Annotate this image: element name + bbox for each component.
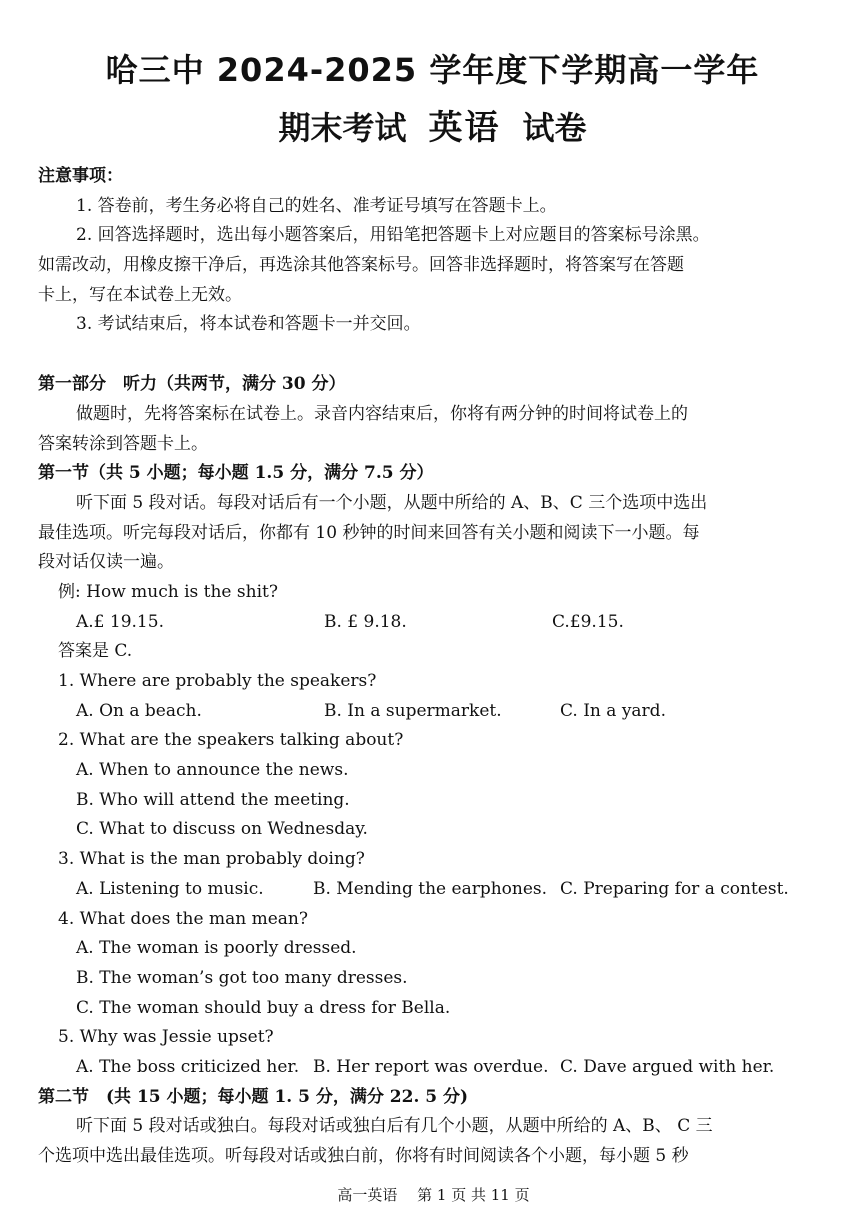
option: B. In a supermarket.: [324, 700, 502, 721]
example-answer: 答案是 C.: [58, 641, 133, 662]
exam-title-line2: [38, 106, 827, 150]
option: A. When to announce the news.: [76, 760, 349, 781]
notice-item-continued: 如需改动，用橡皮擦干净后，再选涂其他答案标号。回答非选择题时，将答案写在答题: [38, 255, 684, 276]
section2-heading: 第二节 (共 15 小题；每小题 1. 5 分，满分 22. 5 分): [38, 1086, 469, 1107]
section1-intro: 听下面 5 段对话。每段对话后有一个小题，从题中所给的 A、B、C 三个选项中选出: [76, 492, 708, 513]
option: B. Mending the earphones.: [313, 878, 548, 899]
option: B. £ 9.18.: [324, 611, 407, 632]
notice-item: 2. 回答选择题时，选出每小题答案后，用铅笔把答题卡上对应题目的答案标号涂黑。: [76, 225, 710, 246]
option: C. Preparing for a contest.: [560, 878, 789, 899]
example-options: [38, 608, 827, 638]
notice-item-continued: 卡上，写在本试卷上无效。: [38, 284, 242, 305]
example-question: 例: How much is the shit?: [58, 581, 278, 602]
option: B. The woman’s got too many dresses.: [76, 967, 408, 988]
option: B. Her report was overdue.: [313, 1056, 549, 1077]
option: A. On a beach.: [76, 700, 202, 721]
question-2: 2. What are the speakers talking about?: [58, 730, 404, 751]
title-exam-type: 期末考试: [278, 109, 407, 147]
title-subject: 英语: [428, 108, 501, 148]
option: A. The woman is poorly dressed.: [76, 938, 357, 959]
page-footer: 高一英语 第 1 页 共 11 页: [337, 1186, 530, 1204]
section1-intro: 最佳选项。听完每段对话后，你都有 10 秒钟的时间来回答有关小题和阅读下一小题。每: [38, 522, 700, 543]
option: C. Dave argued with her.: [560, 1056, 775, 1077]
question-4: 4. What does the man mean?: [58, 908, 308, 929]
notice-heading: 注意事项：: [38, 166, 123, 186]
option: C. The woman should buy a dress for Bella.: [76, 997, 451, 1018]
section2-intro: 个选项中选出最佳选项。听每段对话或独白前，你将有时间阅读各个小题，每小题 5 秒: [38, 1146, 689, 1166]
part1-heading: 第一部分 听力（共两节，满分 30 分）: [38, 374, 346, 395]
question-1-options: [38, 697, 827, 727]
section2-intro: 听下面 5 段对话或独白。每段对话或独白后有几个小题，从题中所给的 A、B、 C 三: [76, 1116, 713, 1137]
section1-heading: 第一节（共 5 小题；每小题 1.5 分，满分 7.5 分）: [38, 463, 434, 484]
option: C.£9.15.: [552, 611, 624, 632]
part1-intro: 做题时，先将答案标在试卷上。录音内容结束后，你将有两分钟的时间将试卷上的: [76, 403, 688, 424]
section1-intro: 段对话仅读一遍。: [38, 552, 174, 573]
option: A. Listening to music.: [76, 878, 264, 899]
option: A.£ 19.15.: [76, 611, 164, 632]
exam-title-line1: 哈三中 2024-2025 学年度下学期高一学年: [105, 51, 760, 89]
notice-item: 1. 答卷前，考生务必将自己的姓名、准考证号填写在答题卡上。: [76, 195, 557, 216]
option: C. In a yard.: [560, 700, 666, 721]
question-3-options: [38, 875, 827, 905]
option: B. Who will attend the meeting.: [76, 789, 350, 810]
question-5-options: [38, 1053, 827, 1083]
part1-intro: 答案转涂到答题卡上。: [38, 433, 208, 454]
notice-item: 3. 考试结束后，将本试卷和答题卡一并交回。: [76, 314, 421, 335]
title-paper: 试卷: [522, 109, 587, 147]
exam-body: [38, 162, 827, 1172]
option: C. What to discuss on Wednesday.: [76, 819, 368, 840]
question-1: 1. Where are probably the speakers?: [58, 671, 377, 691]
option: A. The boss criticized her.: [76, 1056, 300, 1077]
question-3: 3. What is the man probably doing?: [58, 849, 365, 870]
question-5: 5. Why was Jessie upset?: [58, 1027, 274, 1048]
